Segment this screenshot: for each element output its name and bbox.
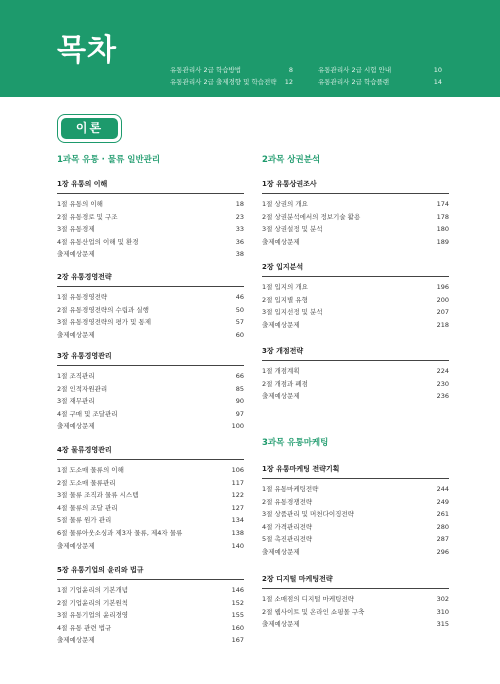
toc-item-label: 3절 상권설정 및 분석 <box>262 225 323 234</box>
toc-item-label: 1절 유통마케팅전략 <box>262 485 319 493</box>
toc-item[interactable] <box>262 533 449 546</box>
chapter-title: 1장 유통상권조사 <box>262 180 317 188</box>
toc-item[interactable] <box>57 514 244 527</box>
toc-item[interactable] <box>57 584 244 597</box>
toc-item-page: 117 <box>231 478 244 487</box>
header-link-page: 8 <box>288 66 293 74</box>
toc-item-label: 4절 가격관리전략 <box>262 522 313 531</box>
subject-1-title <box>57 154 244 166</box>
toc-item[interactable] <box>262 306 449 319</box>
toc-item-label: 2절 기업윤리의 기본원칙 <box>57 598 129 607</box>
toc-item[interactable] <box>57 477 244 490</box>
toc-item-label: 2절 도소매 물류관리 <box>57 478 116 487</box>
toc-item-label: 1절 조직관리 <box>57 372 95 380</box>
toc-item-page: 236 <box>436 392 449 401</box>
toc-item-page: 36 <box>235 237 244 246</box>
toc-item-page: 155 <box>231 611 244 620</box>
chapter-divider <box>57 365 244 366</box>
chapter-block <box>262 263 449 331</box>
toc-item-page: 174 <box>436 200 449 208</box>
toc-item[interactable] <box>57 304 244 317</box>
header-link-label: 유통관리사 2급 학습방법 <box>170 66 242 74</box>
toc-item[interactable] <box>262 236 449 249</box>
toc-item-label: 1절 유통경영전략 <box>57 293 108 301</box>
toc-item-label: 3절 물류 조직과 물류 시스템 <box>57 491 139 500</box>
toc-item[interactable] <box>57 540 244 553</box>
chapter-block <box>57 180 244 261</box>
toc-item[interactable] <box>262 496 449 509</box>
chapter-divider <box>262 360 449 361</box>
toc-item-label: 2절 인적자원관리 <box>57 384 108 393</box>
toc-item-page: 85 <box>235 384 244 393</box>
toc-item-label: 1절 개점계획 <box>262 367 300 375</box>
toc-item-label: 2절 상권분석에서의 정보기술 활용 <box>262 212 361 221</box>
toc-item[interactable] <box>262 508 449 521</box>
toc-item-page: 167 <box>231 636 244 645</box>
toc-item-label: 3절 상품관리 및 머천다이징전략 <box>262 510 354 519</box>
toc-item[interactable] <box>57 198 244 211</box>
toc-item[interactable] <box>262 365 449 378</box>
toc-item-page: 287 <box>436 535 449 544</box>
toc-item-page: 100 <box>231 422 244 431</box>
toc-item[interactable] <box>57 395 244 408</box>
toc-item-label: 4절 유통산업의 이해 및 환경 <box>57 237 139 246</box>
toc-item[interactable] <box>262 294 449 307</box>
toc-item-page: 249 <box>436 497 449 506</box>
chapter-divider <box>57 286 244 287</box>
chapter-divider <box>57 193 244 194</box>
toc-item-label: 출제예상문제 <box>57 541 95 550</box>
header-link-page: 14 <box>433 78 442 86</box>
toc-item-label: 출제예상문제 <box>262 392 300 401</box>
chapter-block <box>57 446 244 552</box>
toc-item-page: 66 <box>235 372 244 380</box>
tab-theory[interactable]: 이론 <box>61 118 118 139</box>
toc-item-label: 출제예상문제 <box>262 320 300 329</box>
toc-item-label: 3절 유통기업의 윤리경영 <box>57 611 129 620</box>
toc-item-label: 3절 재무관리 <box>57 397 95 406</box>
toc-item-label: 2절 유통경로 및 구조 <box>57 212 118 221</box>
subject-3-title <box>262 437 449 449</box>
toc-item-label: 5절 물류 원가 관리 <box>57 516 112 525</box>
toc-item[interactable] <box>262 546 449 559</box>
toc-item[interactable] <box>57 316 244 329</box>
chapter-block <box>262 575 449 631</box>
toc-item[interactable] <box>57 622 244 635</box>
subject-2-title <box>262 154 449 166</box>
chapter-divider <box>262 588 449 589</box>
toc-item-page: 127 <box>231 503 244 512</box>
toc-item-page: 33 <box>235 225 244 234</box>
header-link-page: 10 <box>433 66 442 74</box>
toc-item-label: 출제예상문제 <box>57 250 95 259</box>
header-link[interactable] <box>170 78 277 87</box>
chapter-block <box>57 352 244 433</box>
toc-item-page: 200 <box>436 295 449 304</box>
toc-item-label: 1절 입지의 개요 <box>262 283 308 291</box>
toc-item[interactable] <box>262 223 449 236</box>
toc-item-label: 4절 물류의 조달 관리 <box>57 503 118 512</box>
header-banner <box>0 0 500 97</box>
toc-item[interactable] <box>57 223 244 236</box>
toc-item-label: 2절 유통경영전략의 수립과 실행 <box>57 305 149 314</box>
toc-item[interactable] <box>57 489 244 502</box>
chapter-block <box>57 273 244 341</box>
toc-item[interactable] <box>57 464 244 477</box>
toc-item-page: 207 <box>436 308 449 317</box>
toc-item-page: 224 <box>436 367 449 375</box>
toc-item-page: 50 <box>235 305 244 314</box>
toc-item-page: 106 <box>231 466 244 474</box>
toc-item-label: 3절 유통경영전략의 평가 및 통제 <box>57 318 152 327</box>
toc-item-page: 97 <box>235 409 244 418</box>
toc-item-page: 189 <box>436 237 449 246</box>
header-link-label: 유통관리사 2급 출제경향 및 학습전략 <box>170 78 277 86</box>
toc-item-page: 302 <box>436 595 449 603</box>
page-title: 목차 <box>57 33 117 68</box>
toc-item-label: 1절 소매점의 디지털 마케팅전략 <box>262 595 354 603</box>
toc-item-page: 46 <box>235 293 244 301</box>
toc-item-label: 출제예상문제 <box>262 547 300 556</box>
toc-item[interactable] <box>57 420 244 433</box>
toc-item[interactable] <box>262 378 449 391</box>
toc-item-page: 138 <box>231 528 244 537</box>
subject-title: 3과목 유통마케팅 <box>262 438 329 448</box>
chapter-title: 3장 개점전략 <box>262 347 304 355</box>
chapter-block <box>262 180 449 248</box>
toc-item-page: 315 <box>436 620 449 629</box>
toc-item-label: 4절 구매 및 조달관리 <box>57 409 118 418</box>
toc-item-page: 280 <box>436 522 449 531</box>
toc-item-label: 2절 입지별 유형 <box>262 295 308 304</box>
toc-item[interactable] <box>57 609 244 622</box>
toc-item-label: 1절 도소매 물류의 이해 <box>57 466 124 474</box>
toc-item-label: 출제예상문제 <box>57 636 95 645</box>
chapter-title: 2장 입지분석 <box>262 263 304 271</box>
toc-item-label: 2절 유통경쟁전략 <box>262 497 313 506</box>
toc-item-page: 218 <box>436 320 449 329</box>
toc-item[interactable] <box>262 211 449 224</box>
toc-item[interactable] <box>262 198 449 211</box>
chapter-divider <box>262 193 449 194</box>
toc-item-page: 57 <box>235 318 244 327</box>
chapter-title: 2장 유통경영전략 <box>57 273 112 281</box>
toc-item[interactable] <box>57 502 244 515</box>
toc-item[interactable] <box>57 634 244 647</box>
toc-item-label: 출제예상문제 <box>262 237 300 246</box>
toc-item-label: 2절 개점과 폐점 <box>262 379 308 388</box>
toc-item-label: 2절 웹사이트 및 온라인 쇼핑몰 구축 <box>262 607 365 616</box>
toc-item[interactable] <box>262 483 449 496</box>
toc-item-page: 140 <box>231 541 244 550</box>
subject-title: 1과목 유통 · 물류 일반관리 <box>57 155 161 165</box>
toc-item[interactable] <box>57 236 244 249</box>
toc-item[interactable] <box>57 597 244 610</box>
chapter-block <box>262 347 449 403</box>
toc-item[interactable] <box>57 211 244 224</box>
chapter-divider <box>57 459 244 460</box>
toc-item-label: 출제예상문제 <box>57 330 95 339</box>
theory-tab-frame <box>57 114 122 143</box>
toc-item[interactable] <box>57 383 244 396</box>
toc-item-page: 60 <box>235 330 244 339</box>
toc-item[interactable] <box>57 527 244 540</box>
chapter-title: 2장 디지털 마케팅전략 <box>262 575 333 583</box>
toc-item[interactable] <box>57 408 244 421</box>
toc-item-label: 5절 촉진관리전략 <box>262 535 313 544</box>
toc-item-label: 3절 입지선정 및 분석 <box>262 308 323 317</box>
toc-item-label: 1절 기업윤리의 기본개념 <box>57 586 129 594</box>
toc-item-page: 152 <box>231 598 244 607</box>
header-link-label: 유통관리사 2급 시험 안내 <box>318 66 392 74</box>
toc-item-page: 261 <box>436 510 449 519</box>
toc-item-page: 310 <box>436 607 449 616</box>
toc-item-page: 146 <box>231 586 244 594</box>
chapter-divider <box>262 276 449 277</box>
chapter-title: 4장 물류경영관리 <box>57 446 112 454</box>
chapter-title: 1장 유통마케팅 전략기획 <box>262 465 340 473</box>
toc-item[interactable] <box>57 291 244 304</box>
toc-item-label: 4절 유통 관련 법규 <box>57 623 112 632</box>
chapter-block <box>262 465 449 559</box>
toc-item[interactable] <box>262 319 449 332</box>
header-link[interactable] <box>318 78 389 87</box>
subject-title: 2과목 상권분석 <box>262 155 321 165</box>
toc-item[interactable] <box>262 521 449 534</box>
toc-item[interactable] <box>262 593 449 606</box>
header-link[interactable] <box>318 66 391 75</box>
toc-item-page: 38 <box>235 250 244 259</box>
toc-item-page: 296 <box>436 547 449 556</box>
toc-item[interactable] <box>262 618 449 631</box>
toc-item-label: 1절 유통의 이해 <box>57 200 103 208</box>
chapter-block <box>57 566 244 647</box>
toc-item-page: 196 <box>436 283 449 291</box>
chapter-title: 1장 유통의 이해 <box>57 180 108 188</box>
header-link[interactable] <box>170 66 241 75</box>
toc-item-label: 1절 상권의 개요 <box>262 200 308 208</box>
toc-item-page: 90 <box>235 397 244 406</box>
chapter-divider <box>57 579 244 580</box>
toc-item-label: 출제예상문제 <box>262 620 300 629</box>
chapter-divider <box>262 478 449 479</box>
toc-item-page: 244 <box>436 485 449 493</box>
toc-item[interactable] <box>57 248 244 261</box>
toc-item-label: 출제예상문제 <box>57 422 95 431</box>
toc-item-page: 180 <box>436 225 449 234</box>
toc-item-page: 230 <box>436 379 449 388</box>
toc-item[interactable] <box>262 281 449 294</box>
toc-item-page: 122 <box>231 491 244 500</box>
toc-item-page: 18 <box>235 200 244 208</box>
toc-item-label: 3절 유통경제 <box>57 225 95 234</box>
toc-item-page: 23 <box>235 212 244 221</box>
chapter-title: 5장 유통기업의 윤리와 법규 <box>57 566 144 574</box>
toc-item[interactable] <box>57 329 244 342</box>
header-link-page: 12 <box>284 78 293 86</box>
header-link-label: 유통관리사 2급 학습플랜 <box>318 78 390 86</box>
toc-item[interactable] <box>57 370 244 383</box>
toc-item-page: 160 <box>231 623 244 632</box>
toc-item-label: 6절 물류아웃소싱과 제3자 물류, 제4자 물류 <box>57 528 183 537</box>
toc-item-page: 134 <box>231 516 244 525</box>
chapter-title: 3장 유통경영관리 <box>57 352 112 360</box>
toc-item[interactable] <box>262 390 449 403</box>
toc-item[interactable] <box>262 606 449 619</box>
toc-item-page: 178 <box>436 212 449 221</box>
